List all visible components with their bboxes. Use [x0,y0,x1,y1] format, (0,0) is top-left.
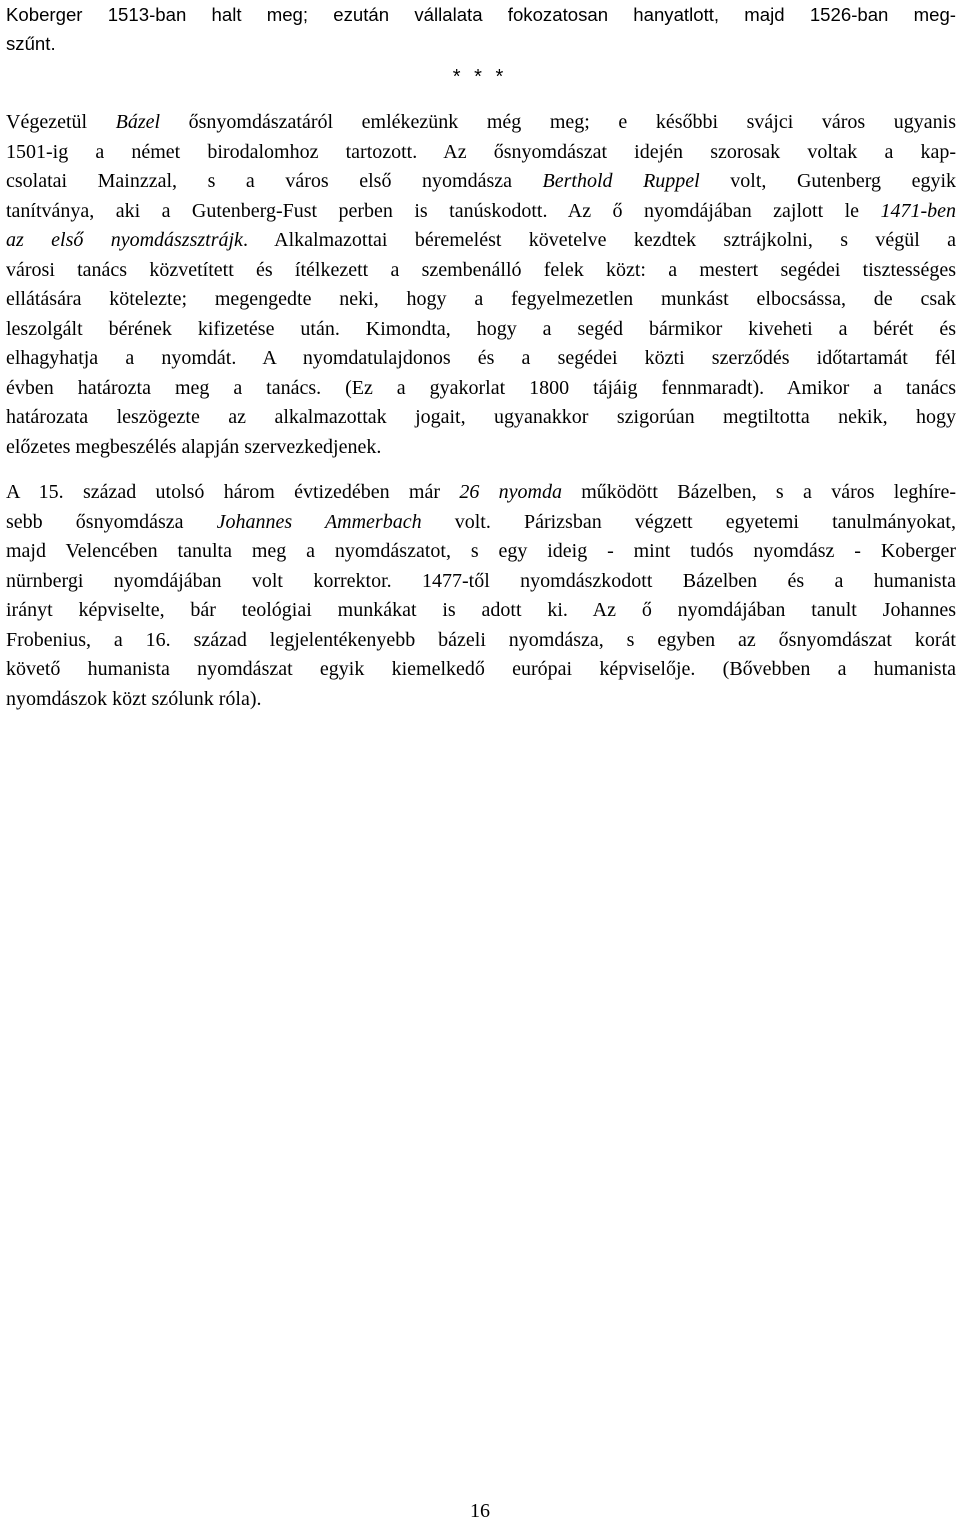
bazel-paragraph [6,108,956,462]
text-segment: Frobenius, a 16. század legjelentékenyebb bázeli nyomdásza, s egyben az ősnyomdászat korát [6,628,956,651]
text-segment: tanítványa, aki a Gutenberg-Fust perben is tanúskodott. Az ő nyomdájában zajlott le [6,199,881,222]
text-line: szűnt. [6,33,56,54]
text-line: Koberger 1513-ban halt meg; ezután vállalata fokozatosan hanyatlott, majd 1526-ban meg- [6,4,956,25]
intro-paragraph [6,0,956,58]
text-segment: követő humanista nyomdászat egyik kiemelkedő európai képviselője. (Bővebben a humanista [6,658,956,680]
text-segment: ellátására kötelezte; megengedte neki, hogy a fegyelmezetlen munkást elbocsássa, de csak [6,288,956,310]
text-line [6,626,956,656]
text-line [6,508,956,538]
text-line [6,167,956,197]
text-segment: leszolgált bérének kifizetése után. Kimondta, hogy a segéd bármikor kiveheti a bérét és [6,317,956,340]
text-line [6,567,956,597]
italic-text: 1471-ben [880,199,956,222]
text-line [6,478,956,508]
text-segment: 1501-ig a német birodalomhoz tartozott. Az ősnyomdászat idején szorosak voltak a kap- [6,140,956,163]
italic-text: Bázel [115,111,161,133]
text-segment: . Alkalmazottai béremelést követelve kezdtek sztrájkolni, s végül a [242,229,956,251]
italic-text: 26 nyomda [459,481,562,503]
text-segment: sebb ősnyomdásza [6,510,217,533]
text-line [6,344,956,374]
text-line [6,374,956,404]
bazel-printers-paragraph [6,478,956,714]
italic-text: Berthold Ruppel [542,170,700,192]
text-line [6,596,956,626]
text-line [6,108,956,138]
text-segment: ősnyomdászatáról emlékezünk még meg; e későbbi svájci város ugyanis [160,111,956,133]
text-segment: nyomdászok közt szólunk róla). [6,687,262,710]
page-number: 16 [470,1500,490,1522]
text-segment: évben határozta meg a tanács. (Ez a gyakorlat 1800 tájáig fennmaradt). Amikor a tanács [6,376,956,399]
text-segment: volt, Gutenberg egyik [699,170,957,192]
text-segment: majd Velencében tanulta meg a nyomdászatot, s egy ideig - mint tudós nyomdász - Koberger [6,540,956,562]
text-line [6,315,956,345]
text-line [6,285,956,315]
text-line [6,256,956,286]
text-line [6,197,956,227]
text-segment: nürnbergi nyomdájában volt korrektor. 1477-től nyomdászkodott Bázelben és a humanista [6,569,956,592]
text-line [6,433,956,463]
text-line [6,226,956,256]
text-line [6,138,956,168]
text-line [6,537,956,567]
section-divider: * * * [452,66,508,88]
text-segment: elhagyhatja a nyomdát. A nyomdatulajdonos és a segédei közti szerződés időtartamát fél [6,347,956,369]
text-segment: határozata leszögezte az alkalmazottak jogait, ugyanakkor szigorúan megtiltotta nekik, hogy [6,406,956,428]
text-segment: Végezetül [6,111,116,133]
text-segment: irányt képviselte, bár teológiai munkákat is adott ki. Az ő nyomdájában tanult Johannes [6,599,956,621]
text-line [6,403,956,433]
text-segment: működött Bázelben, s a város leghíre- [561,481,956,503]
text-line [6,685,956,715]
italic-text: az első nyomdászsztrájk [6,229,243,251]
text-line [6,655,956,685]
text-segment: városi tanács közvetített és ítélkezett a szembenálló felek közt: a mestert segédei tisztességes [6,258,956,281]
text-segment: előzetes megbeszélés alapján szervezkedjenek. [6,435,382,458]
text-segment: A 15. század utolsó három évtizedében már [6,481,460,503]
text-segment: csolatai Mainzzal, s a város első nyomdásza [6,170,543,192]
italic-text: Johannes Ammerbach [216,510,422,533]
text-segment: volt. Párizsban végzett egyetemi tanulmányokat, [421,510,956,533]
